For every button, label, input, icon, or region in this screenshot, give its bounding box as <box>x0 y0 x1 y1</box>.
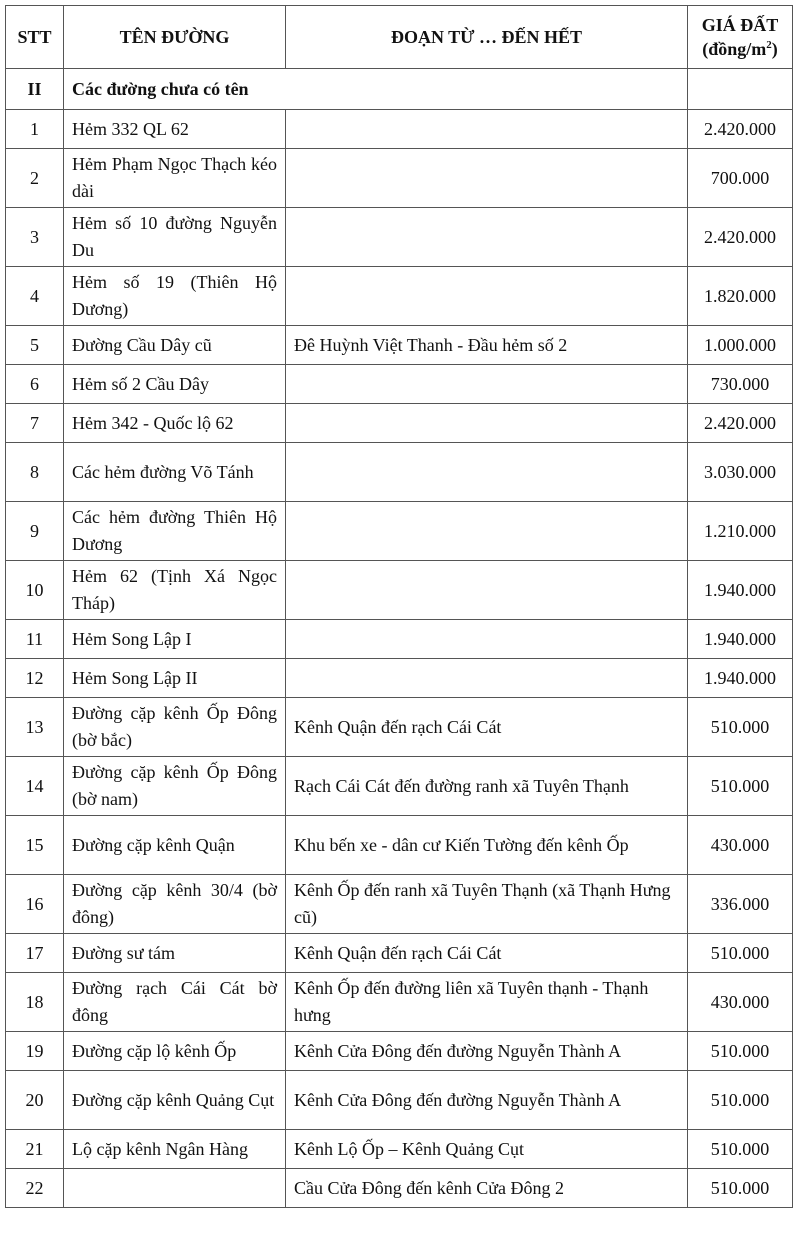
row-land-price: 510.000 <box>688 1032 793 1071</box>
row-land-price: 3.030.000 <box>688 443 793 502</box>
row-land-price: 510.000 <box>688 757 793 816</box>
table-row <box>6 757 793 816</box>
table-row <box>6 267 793 326</box>
row-street-name: Hẻm 342 - Quốc lộ 62 <box>64 404 286 443</box>
table-row <box>6 1169 793 1208</box>
row-street-name: Đường cặp kênh Ốp Đông (bờ bắc) <box>64 698 286 757</box>
table-row <box>6 110 793 149</box>
row-street-name <box>64 1169 286 1208</box>
row-street-name: Hẻm số 19 (Thiên Hộ Dương) <box>64 267 286 326</box>
row-stt: 11 <box>6 620 64 659</box>
table-row <box>6 561 793 620</box>
row-stt: 18 <box>6 973 64 1032</box>
row-street-name: Đường cặp kênh 30/4 (bờ đông) <box>64 875 286 934</box>
row-street-name: Đường rạch Cái Cát bờ đông <box>64 973 286 1032</box>
row-land-price: 2.420.000 <box>688 404 793 443</box>
row-street-name: Lộ cặp kênh Ngân Hàng <box>64 1130 286 1169</box>
table-row <box>6 1130 793 1169</box>
header-land-price-unit: $(đồng/m^2)$ <box>702 39 778 59</box>
row-land-price: 510.000 <box>688 934 793 973</box>
row-stt: 3 <box>6 208 64 267</box>
table-row <box>6 149 793 208</box>
row-street-name: Đường Cầu Dây cũ <box>64 326 286 365</box>
row-segment <box>286 561 688 620</box>
header-street-name: TÊN ĐƯỜNG <box>64 6 286 69</box>
row-stt: 6 <box>6 365 64 404</box>
row-segment <box>286 110 688 149</box>
row-street-name: Hẻm số 2 Cầu Dây <box>64 365 286 404</box>
table-row <box>6 934 793 973</box>
row-street-name: Các hẻm đường Thiên Hộ Dương <box>64 502 286 561</box>
row-stt: 13 <box>6 698 64 757</box>
row-stt: 8 <box>6 443 64 502</box>
row-segment: Kênh Quận đến rạch Cái Cát <box>286 698 688 757</box>
table-row <box>6 973 793 1032</box>
table-row <box>6 1071 793 1130</box>
row-stt: 16 <box>6 875 64 934</box>
land-price-table <box>5 5 793 1208</box>
section-number: II <box>6 69 64 110</box>
row-land-price: 1.940.000 <box>688 659 793 698</box>
row-segment: Kênh Lộ Ốp – Kênh Quảng Cụt <box>286 1130 688 1169</box>
row-land-price: 430.000 <box>688 973 793 1032</box>
row-stt: 5 <box>6 326 64 365</box>
row-land-price: 1.940.000 <box>688 561 793 620</box>
row-segment: Kênh Cửa Đông đến đường Nguyễn Thành A <box>286 1032 688 1071</box>
table-row <box>6 502 793 561</box>
row-street-name: Hẻm 332 QL 62 <box>64 110 286 149</box>
row-stt: 15 <box>6 816 64 875</box>
row-land-price: 2.420.000 <box>688 208 793 267</box>
row-land-price: 430.000 <box>688 816 793 875</box>
table-row <box>6 1032 793 1071</box>
table-row <box>6 404 793 443</box>
row-segment <box>286 208 688 267</box>
row-stt: 22 <box>6 1169 64 1208</box>
row-street-name: Hẻm Phạm Ngọc Thạch kéo dài <box>64 149 286 208</box>
row-land-price: 510.000 <box>688 1169 793 1208</box>
table-header-row <box>6 6 793 69</box>
land-price-document <box>5 5 793 1208</box>
row-segment: Kênh Quận đến rạch Cái Cát <box>286 934 688 973</box>
table-row <box>6 620 793 659</box>
row-segment: Khu bến xe - dân cư Kiến Tường đến kênh Ốp <box>286 816 688 875</box>
row-stt: 2 <box>6 149 64 208</box>
row-land-price: 1.820.000 <box>688 267 793 326</box>
table-row <box>6 365 793 404</box>
table-row <box>6 698 793 757</box>
row-land-price: 510.000 <box>688 1071 793 1130</box>
row-land-price: 730.000 <box>688 365 793 404</box>
row-stt: 4 <box>6 267 64 326</box>
row-stt: 21 <box>6 1130 64 1169</box>
row-land-price: 1.940.000 <box>688 620 793 659</box>
table-row <box>6 208 793 267</box>
row-street-name: Đường cặp lộ kênh Ốp <box>64 1032 286 1071</box>
row-stt: 9 <box>6 502 64 561</box>
row-stt: 10 <box>6 561 64 620</box>
row-land-price: 1.210.000 <box>688 502 793 561</box>
row-street-name: Hẻm Song Lập II <box>64 659 286 698</box>
table-row <box>6 326 793 365</box>
row-segment <box>286 404 688 443</box>
header-land-price <box>688 6 793 69</box>
row-stt: 19 <box>6 1032 64 1071</box>
row-segment: Rạch Cái Cát đến đường ranh xã Tuyên Thạnh <box>286 757 688 816</box>
row-stt: 1 <box>6 110 64 149</box>
row-stt: 14 <box>6 757 64 816</box>
row-stt: 12 <box>6 659 64 698</box>
table-row <box>6 816 793 875</box>
section-row <box>6 69 793 110</box>
table-row <box>6 443 793 502</box>
row-segment: Kênh Cửa Đông đến đường Nguyễn Thành A <box>286 1071 688 1130</box>
row-segment <box>286 443 688 502</box>
row-street-name: Hẻm 62 (Tịnh Xá Ngọc Tháp) <box>64 561 286 620</box>
row-street-name: Hẻm số 10 đường Nguyễn Du <box>64 208 286 267</box>
header-stt: STT <box>6 6 64 69</box>
header-segment: ĐOẠN TỪ … ĐẾN HẾT <box>286 6 688 69</box>
row-street-name: Các hẻm đường Võ Tánh <box>64 443 286 502</box>
row-segment: Kênh Ốp đến ranh xã Tuyên Thạnh (xã Thạnh Hưng cũ) <box>286 875 688 934</box>
row-segment <box>286 267 688 326</box>
row-land-price: 510.000 <box>688 1130 793 1169</box>
row-street-name: Hẻm Song Lập I <box>64 620 286 659</box>
row-street-name: Đường cặp kênh Ốp Đông (bờ nam) <box>64 757 286 816</box>
section-price-empty <box>688 69 793 110</box>
row-segment <box>286 365 688 404</box>
row-land-price: 1.000.000 <box>688 326 793 365</box>
row-street-name: Đường cặp kênh Quảng Cụt <box>64 1071 286 1130</box>
table-row <box>6 659 793 698</box>
header-land-price-line1: GIÁ ĐẤT <box>701 15 779 35</box>
row-street-name: Đường cặp kênh Quận <box>64 816 286 875</box>
row-land-price: 336.000 <box>688 875 793 934</box>
row-land-price: 700.000 <box>688 149 793 208</box>
row-segment <box>286 620 688 659</box>
row-land-price: 510.000 <box>688 698 793 757</box>
row-stt: 17 <box>6 934 64 973</box>
row-segment: Cầu Cửa Đông đến kênh Cửa Đông 2 <box>286 1169 688 1208</box>
row-land-price: 2.420.000 <box>688 110 793 149</box>
row-segment: Đê Huỳnh Việt Thanh - Đầu hẻm số 2 <box>286 326 688 365</box>
row-street-name: Đường sư tám <box>64 934 286 973</box>
row-segment <box>286 502 688 561</box>
row-segment: Kênh Ốp đến đường liên xã Tuyên thạnh - Thạnh hưng <box>286 973 688 1032</box>
row-segment <box>286 659 688 698</box>
row-stt: 7 <box>6 404 64 443</box>
section-title: Các đường chưa có tên <box>64 69 688 110</box>
table-row <box>6 875 793 934</box>
row-segment <box>286 149 688 208</box>
row-stt: 20 <box>6 1071 64 1130</box>
